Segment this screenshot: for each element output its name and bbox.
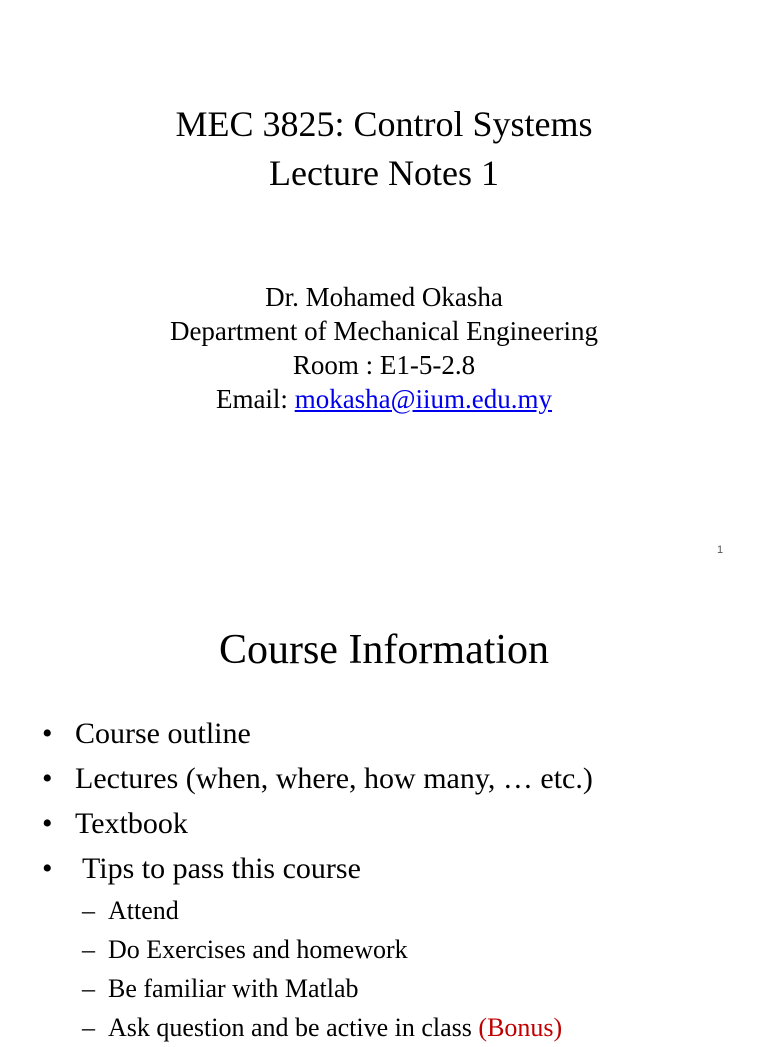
email-line — [0, 382, 768, 416]
bullet-icon: • — [42, 807, 53, 840]
sub-item — [40, 891, 760, 930]
dash-icon: – — [82, 896, 95, 925]
room: Room : E1-5-2.8 — [292, 350, 476, 380]
sub-list-container — [40, 891, 760, 1047]
slide-2-title: Course Information — [218, 627, 550, 673]
bullet-item — [40, 756, 760, 801]
bullet-icon: • — [42, 762, 53, 795]
course-title: MEC 3825: Control Systems — [175, 104, 593, 144]
bullet-text: Course outline — [75, 717, 251, 750]
department: Department of Mechanical Engineering — [169, 316, 599, 346]
email-link[interactable]: mokasha@iium.edu.my — [294, 384, 553, 414]
bullet-item — [40, 846, 760, 891]
dash-icon: – — [82, 935, 95, 964]
bullet-list — [40, 711, 760, 1047]
sub-list — [40, 891, 760, 1047]
slide-1-title — [0, 100, 768, 198]
slide-number: 1 — [716, 544, 724, 556]
bullet-item — [40, 801, 760, 846]
bullet-item — [40, 711, 760, 756]
bullet-text: Lectures (when, where, how many, … etc.) — [75, 762, 593, 795]
bonus-label: (Bonus) — [478, 1013, 563, 1042]
bullet-icon: • — [42, 717, 53, 750]
slide-2 — [0, 576, 768, 1042]
sub-item-text: Do Exercises and homework — [108, 935, 408, 964]
bullet-text: Tips to pass this course — [75, 852, 361, 885]
bullet-text: Textbook — [75, 807, 188, 840]
author-name: Dr. Mohamed Okasha — [265, 282, 503, 312]
sub-item — [40, 969, 760, 1008]
sub-item — [40, 1008, 760, 1047]
author-block — [0, 280, 768, 416]
sub-item-text: Be familiar with Matlab — [108, 974, 359, 1003]
sub-item-text: Attend — [108, 896, 179, 925]
dash-icon: – — [82, 974, 95, 1003]
dash-icon: – — [82, 1013, 95, 1042]
bullet-icon: • — [42, 852, 53, 885]
sub-item-text: Ask question and be active in class — [108, 1013, 479, 1042]
sub-item — [40, 930, 760, 969]
email-label: Email: — [215, 384, 295, 414]
lecture-title: Lecture Notes 1 — [269, 153, 499, 193]
